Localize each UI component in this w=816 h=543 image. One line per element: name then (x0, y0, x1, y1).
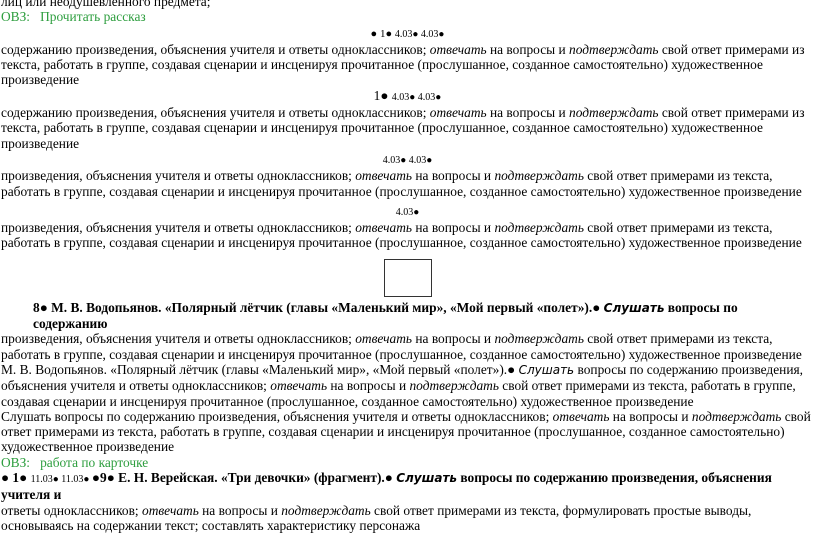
paragraph-6: М. В. Водопьянов. «Полярный лётчик (главы «Маленький мир», «Мой первый «полет»).● Слушать вопросы по содержанию произведения, объяснения учителя и ответы одноклассников; отвечать на вопросы и подтверждать свой ответ примерами из текста, работать в группе, создавая сценарии и инсценируя прочитанное (прослушанное, созданное самостоятельно) художественное произведение (1, 361, 803, 409)
paragraph-3: произведения, объяснения учителя и ответы одноклассников; отвечать на вопросы и подтверждать свой ответ примерами из текста, работать в группе, создавая сценарии и инсценируя прочитанное (прослушанное, созданное самостоятельно) художественное произведение (1, 168, 802, 199)
lesson-9-heading: ● 1● 11.03● 11.03● ●9● Е. Н. Верейская. «Три девочки» (фрагмент).● Слушать вопросы по содержанию произведения, объяснения учителя и (1, 470, 772, 503)
marker-line-1: ● 1● 4.03● 4.03● (370, 27, 445, 40)
ovz-label: ОВЗ: (1, 9, 31, 25)
paragraph-1: содержанию произведения, объяснения учителя и ответы одноклассников; отвечать на вопросы и подтверждать свой ответ примерами из текста, работать в группе, создавая сценарии и инсценируя прочитанное (прослушанное, созданное самостоятельно) художественное произведение (1, 41, 805, 88)
paragraph-8: ответы одноклассников; отвечать на вопросы и подтверждать свой ответ примерами из текста, формулировать простые выводы, основываясь на содержании текст; составлять характеристику персонажа (1, 502, 752, 533)
ovz-heading-2: ОВЗ: работа по карточке (1, 454, 149, 470)
marker-line-2: 1● 4.03● 4.03● (373, 87, 442, 103)
paragraph-4: произведения, объяснения учителя и ответы одноклассников; отвечать на вопросы и подтверждать свой ответ примерами из текста, работать в группе, создавая сценарии и инсценируя прочитанное (прослушанное, созданное самостоятельно) художественное произведение (1, 220, 802, 251)
lesson-8-heading: 8● М. В. Водопьянов. «Полярный лётчик (главы «Маленький мир», «Мой первый «полет»).● Слушать вопросы по содержанию (33, 299, 738, 332)
marker-line-3: 4.03● 4.03● (382, 154, 433, 166)
ovz-text: Прочитать рассказ (40, 9, 146, 25)
top-line: лиц или неодушевленного предмета; (1, 0, 211, 9)
paragraph-7: Слушать вопросы по содержанию произведения, объяснения учителя и ответы одноклассников; отвечать на вопросы и подтверждать свой ответ примерами из текста, работать в группе, создавая сценарии и инсценируя прочитанное (прослушанное, созданное самостоятельно) художественное произведение (1, 408, 811, 455)
paragraph-5: произведения, объяснения учителя и ответы одноклассников; отвечать на вопросы и подтверждать свой ответ примерами из текста, работать в группе, создавая сценарии и инсценируя прочитанное (прослушанное, созданное самостоятельно) художественное произведение (1, 331, 802, 362)
marker-line-4: 4.03● (395, 206, 420, 218)
ovz-heading-1 (1, 9, 814, 24)
paragraph-2: содержанию произведения, объяснения учителя и ответы одноклассников; отвечать на вопросы и подтверждать свой ответ примерами из текста, работать в группе, создавая сценарии и инсценируя прочитанное (прослушанное, созданное самостоятельно) художественное произведение (1, 105, 805, 151)
image-placeholder-box (384, 259, 432, 297)
